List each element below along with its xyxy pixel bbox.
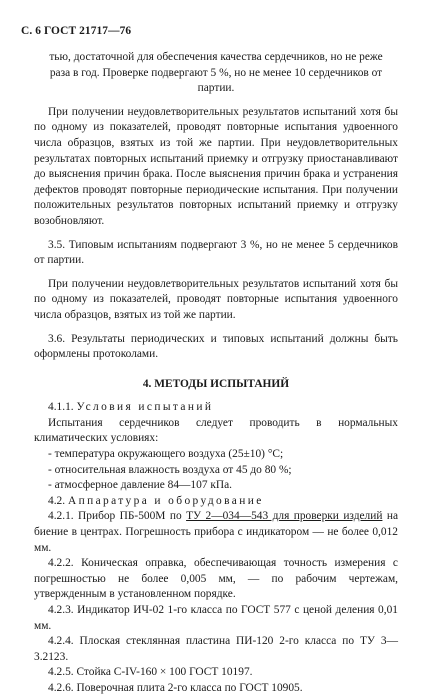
paragraph-3-6: 3.6. Результаты периодических и типовых испытаний должны быть оформлены протоколами. [34,332,398,361]
paragraph-4-2-2: 4.2.2. Коническая оправка, обеспечивающая точность измерения с погрешностью не более 0,005 мм, — по рабочим чертежам, утвержденным в установленном порядке. [34,557,398,601]
paragraph-4-2-4: 4.2.4. Плоская стеклянная пластина ПИ-120 2-го класса по ТУ 3—3.2123. [34,635,398,663]
subsection-number: 4.2. [48,494,66,507]
section-title: 4. МЕТОДЫ ИСПЫТАНИЙ [142,377,290,390]
paragraph-retest-type: При получении неудовлетворительных результатов испытаний хотя бы по одному из показателей, проводят повторные испытания удвоенного числа образцов, взятых из той же партии. [34,277,398,321]
underlined-text: ТУ 2—034—543 для проверки изделий [186,510,383,523]
paragraph-line: раза в год. Проверке подвергают 5 %, но не менее 10 сердечников от [49,66,383,79]
list-item: - температура окружающего воздуха (25±10) °С; [48,448,284,461]
paragraph-retest: При получении неудовлетворительных результатов испытаний хотя бы по одному из показателей, проводят повторные испытания удвоенного числа образцов, взятых из той же партии. При неудовлетворительных результатах повторных испытаний приемку и отгрузку приостанавливают до выяснения причин брака. После выяснения причин брака и устранения дефектов проводят повторные периодические испытания. При получении положительных результатов повторных испытаний приемку и отгрузку возобновляют. [34,105,398,227]
paragraph-conditions: Испытания сердечников следует проводить в нормальных климатических условиях: [34,416,398,445]
conditions-list [34,447,398,494]
subsection-heading: Аппаратура и оборудование [67,494,264,507]
list-item: - относительная влажность воздуха от 45 до 80 %; [48,463,292,476]
subsection-4-1 [34,400,398,416]
paragraph-4-2-6: 4.2.6. Поверочная плита 2-го класса по ГОСТ 10905. [48,681,303,694]
document-body [34,50,398,697]
text-segment: на биение в центрах. Погрешность прибора с индикатором — не более 0,012 мм. [34,510,399,554]
text-segment: 4.2.1. Прибор ПБ-500М по [48,510,187,523]
subsection-number: 4.1.1. [48,401,74,414]
paragraph-line: тью, достаточной для обеспечения качества сердечников, но не реже [49,51,383,63]
list-item: - атмосферное давление 84—107 кПа. [48,479,233,492]
paragraph-4-2-5: 4.2.5. Стойка С-IV-160 × 100 ГОСТ 10197. [48,666,253,679]
page-header: С. 6 ГОСТ 21717—76 [21,25,132,37]
paragraph-4-2-3: 4.2.3. Индикатор ИЧ-02 1-го класса по ГОСТ 577 с ценой деления 0,01 мм. [34,604,398,632]
paragraph-3-5: 3.5. Типовым испытаниям подвергают 3 %, но не менее 5 сердечников от партии. [34,238,398,267]
paragraph-4-2-1 [34,509,398,556]
subsection-heading: Условия испытаний [76,401,214,414]
subsection-4-2 [34,494,398,510]
paragraph-line: партии. [197,82,235,95]
